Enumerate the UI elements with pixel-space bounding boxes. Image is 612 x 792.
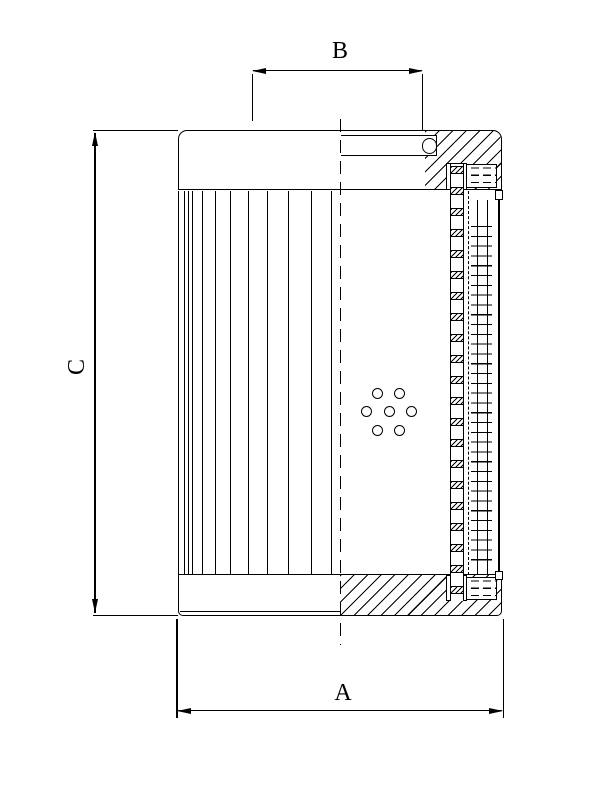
pleat-line bbox=[215, 191, 216, 575]
core-tube-hatch-block bbox=[451, 565, 464, 573]
core-tube-hatch-block bbox=[451, 481, 464, 489]
top-gasket bbox=[466, 164, 498, 188]
pleat-line bbox=[267, 191, 268, 575]
core-tube-hatch-block bbox=[451, 502, 464, 510]
core-tube-hatch-block bbox=[451, 586, 464, 594]
bypass-hole bbox=[361, 406, 372, 417]
dim-c-line bbox=[94, 133, 95, 613]
bypass-hole bbox=[394, 388, 405, 399]
dim-c-arrow-bottom bbox=[92, 599, 98, 613]
dim-c-extension-top bbox=[93, 130, 178, 131]
core-tube-hatch-block bbox=[451, 544, 464, 552]
core-tube-hatch-block bbox=[451, 418, 464, 426]
dim-a-extension-left bbox=[176, 619, 177, 718]
pleat-line bbox=[230, 191, 231, 575]
pleat-line bbox=[331, 191, 332, 575]
pleat-line bbox=[311, 191, 312, 575]
mesh-rungs bbox=[471, 226, 492, 569]
core-tube-hatch-block bbox=[451, 523, 464, 531]
core-tube-hatch-block bbox=[451, 355, 464, 363]
pleat-line bbox=[202, 191, 203, 575]
pleat-line bbox=[188, 191, 189, 575]
pleat-line bbox=[288, 191, 289, 575]
pleat-line bbox=[248, 191, 249, 575]
centerline bbox=[340, 119, 341, 645]
bypass-hole bbox=[394, 425, 405, 436]
core-tube-hatch-block bbox=[451, 313, 464, 321]
outer-shell-bottom-step bbox=[495, 571, 503, 581]
core-tube-hatch-block bbox=[451, 208, 464, 216]
core-tube-hatch-block bbox=[451, 166, 464, 174]
dim-c-extension-bottom bbox=[93, 615, 178, 616]
bypass-hole bbox=[372, 425, 383, 436]
core-tube-hatch-block bbox=[451, 292, 464, 300]
dim-a-arrow-left bbox=[177, 708, 191, 714]
outer-shell-line bbox=[498, 191, 499, 572]
dim-a-label: A bbox=[334, 680, 352, 706]
bypass-hole bbox=[384, 406, 395, 417]
dim-b-label: B bbox=[331, 38, 348, 64]
dim-b-extension-left bbox=[252, 74, 253, 121]
core-tube-hatch-block bbox=[451, 187, 464, 195]
dim-a-line bbox=[178, 710, 502, 711]
core-tube-hatch-block bbox=[451, 271, 464, 279]
dim-c-arrow-top bbox=[92, 132, 98, 146]
bottom-cap-inner-line bbox=[180, 611, 341, 612]
pleat-line bbox=[184, 191, 185, 575]
core-tube-hatch-block bbox=[451, 439, 464, 447]
core-tube-hatch-block bbox=[451, 397, 464, 405]
dim-b-arrow-left bbox=[252, 68, 266, 74]
core-tube-hatch-block bbox=[451, 250, 464, 258]
o-ring bbox=[422, 138, 437, 153]
core-tube-hatch-block bbox=[451, 229, 464, 237]
dim-b-arrow-right bbox=[409, 68, 423, 74]
core-tube-hatch-block bbox=[451, 460, 464, 468]
core-tube-strip bbox=[450, 164, 465, 601]
media-edge-dashed-line bbox=[468, 191, 469, 575]
pleat-line bbox=[178, 191, 179, 575]
core-tube-hatch-block bbox=[451, 376, 464, 384]
bypass-hole bbox=[406, 406, 417, 417]
dim-b-line bbox=[253, 70, 422, 71]
dim-a-arrow-right bbox=[489, 708, 503, 714]
bypass-hole bbox=[372, 388, 383, 399]
dim-a-extension-right bbox=[503, 619, 504, 718]
core-tube-hatch-block bbox=[451, 334, 464, 342]
outer-shell-top-step bbox=[495, 190, 503, 200]
pleat-line bbox=[192, 191, 193, 575]
bottom-gasket bbox=[466, 577, 498, 601]
dim-c-label: C bbox=[64, 359, 90, 376]
